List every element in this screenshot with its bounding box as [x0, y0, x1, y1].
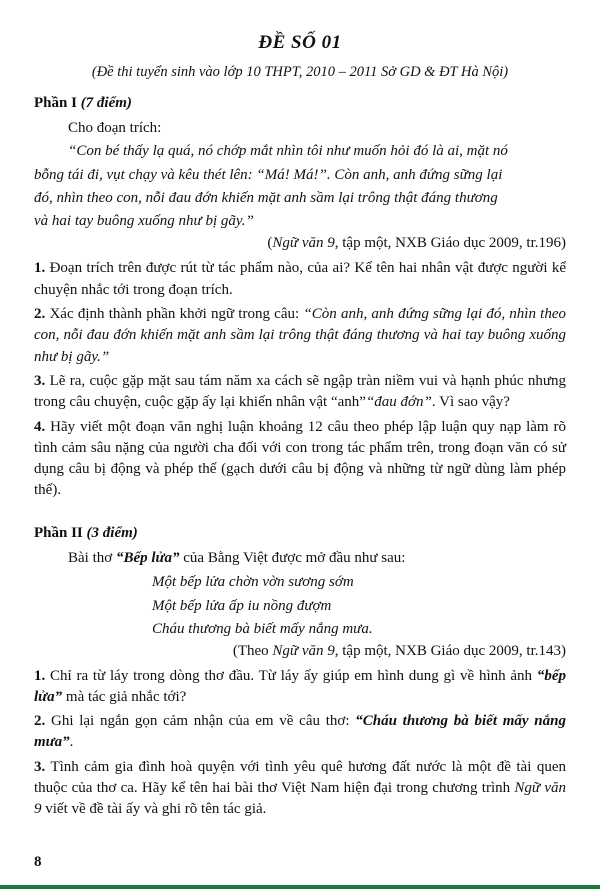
part-2-heading-points: (3 điểm): [86, 524, 138, 541]
part-2-question-3-num: 3.: [34, 758, 46, 775]
poem-line-1: Một bếp lửa chờn vờn sương sớm: [152, 574, 354, 591]
part-1-source: [34, 235, 566, 252]
part-2-question-2-text-a: Ghi lại ngắn gọn cảm nhận của em về câu thơ:: [50, 713, 350, 730]
part-2-question-1: [34, 666, 566, 709]
part-2-lead: [34, 548, 566, 569]
part-1-question-3-text-b: . Vì sao vậy?: [431, 394, 510, 411]
part-1-question-1: [34, 258, 566, 301]
part-1-question-2-text: Xác định thành phần khởi ngữ trong câu:: [49, 306, 300, 323]
part-1-question-2: [34, 304, 566, 368]
part-2-question-2-quote: “Cháu thương bà biết mấy nắng mưa”: [34, 713, 566, 751]
part-1-heading: [34, 95, 566, 112]
part-1-quote-line-1: “Con bé thấy lạ quá, nó chớp mắt nhìn tôi như muốn hỏi đó là ai, mặt nó: [68, 143, 508, 160]
part-1-lead: Cho đoạn trích:: [68, 120, 162, 136]
part-2-question-3-text-a: Tình cảm gia đình hoà quyện với tình yêu quê hương đất nước là một đề tài quen thuộc của thơ ca. Hãy kể tên hai bài thơ Việt Nam hiện đại trong chương trình: [34, 758, 567, 797]
part-1-quote-line-3: đó, nhìn theo con, nỗi đau đớn khiến mặt anh sầm lại trông thật đáng thương: [34, 189, 498, 206]
part-2-poem-title: “Bếp lửa”: [115, 549, 180, 566]
part-1-quote-line-4: và hai tay buông xuống như bị gãy.”: [34, 213, 254, 230]
part-1-question-3-text-a: Lẽ ra, cuộc gặp mặt sau tám năm xa cách sẽ ngập tràn niềm vui và hạnh phúc nhưng trong câu chuyện, cuộc gặp ấy lại khiến nhân vật “anh”: [34, 372, 567, 411]
part-2-source-rest: , tập một, NXB Giáo dục 2009, tr.143): [334, 642, 566, 659]
part-1-question-3-emphasis: “đau đớn”: [365, 394, 432, 411]
part-2-source-prefix: (Theo: [232, 642, 273, 659]
part-2-question-2: [34, 711, 566, 754]
part-1-question-1-num: 1.: [34, 260, 46, 277]
part-2-poem: [34, 571, 566, 641]
part-1-heading-label: Phần I: [34, 95, 77, 111]
part-1-source-rest: , tập một, NXB Giáo dục 2009, tr.196): [334, 235, 566, 252]
part-2-question-1-emphasis: “bếp lửa”: [34, 667, 567, 705]
part-1-question-3-num: 3.: [34, 372, 46, 389]
part-2-question-3-emphasis: Ngữ văn 9: [34, 780, 567, 818]
part-2-heading: [34, 525, 566, 542]
part-2-question-2-text-b: .: [69, 734, 74, 751]
page-subtitle: (Đề thi tuyển sinh vào lớp 10 THPT, 2010 – 2011 Sở GD & ĐT Hà Nội): [91, 64, 509, 80]
part-1-question-2-quote: “Còn anh, anh đứng sững lại đó, nhìn theo con, nỗi đau đớn khiến mặt anh sầm lại trông thật đáng thương và hai tay buông xuống như bị gãy.”: [34, 306, 567, 365]
part-1-source-italic: Ngữ văn 9: [272, 235, 335, 252]
part-1-question-4-text: Hãy viết một đoạn văn nghị luận khoảng 12 câu theo phép lập luận quy nạp làm rõ tình cảm sâu nặng của người cha đối với con trong tác phẩm trên, trong đoạn văn có sử dụng câu bị động và phép thế (gạch dưới câu bị động và những từ ngữ dùng làm phép thế).: [34, 418, 567, 499]
part-2-question-1-num: 1.: [34, 667, 46, 684]
footer-rule: [0, 885, 600, 889]
poem-line-3: Cháu thương bà biết mấy nắng mưa.: [152, 621, 373, 638]
page-number: 8: [34, 854, 42, 870]
part-2-question-1-text-a: Chỉ ra từ láy trong dòng thơ đầu. Từ láy ấy giúp em hình dung gì về hình ảnh: [50, 667, 533, 684]
part-2-lead-before: Bài thơ: [68, 549, 113, 566]
part-2-source-italic: Ngữ văn 9: [272, 642, 335, 659]
poem-line-2: Một bếp lửa ấp iu nồng đượm: [152, 597, 332, 614]
part-2-lead-after: của Bằng Việt được mở đầu như sau:: [183, 549, 406, 566]
part-2-question-1-text-b: mà tác giả nhắc tới?: [65, 688, 187, 705]
part-1-source-prefix: (: [267, 235, 273, 252]
part-2-source: [34, 643, 566, 660]
part-1-quote: [34, 141, 566, 232]
part-1-question-1-text: Đoạn trích trên được rút từ tác phẩm nào, của ai? Kể tên hai nhân vật được người kể chuyện nhắc tới trong đoạn trích.: [34, 260, 566, 298]
part-1-question-4-num: 4.: [34, 418, 46, 435]
part-2-question-2-num: 2.: [34, 713, 46, 730]
page-title: ĐỀ SỐ 01: [258, 32, 342, 53]
part-1-question-2-num: 2.: [34, 306, 46, 323]
part-1-question-3: [34, 371, 566, 414]
part-1-question-4: [34, 417, 566, 502]
part-1-heading-points: (7 điểm): [80, 95, 132, 111]
part-1-quote-line-2: bỗng tái đi, vụt chạy và kêu thét lên: “Má! Má!”. Còn anh, anh đứng sững lại: [34, 166, 503, 183]
part-2-question-3: [34, 757, 566, 821]
part-2-question-3-text-b: viết về đề tài ấy và ghi rõ tên tác giả.: [45, 801, 267, 818]
part-2-heading-label: Phần II: [34, 524, 83, 541]
